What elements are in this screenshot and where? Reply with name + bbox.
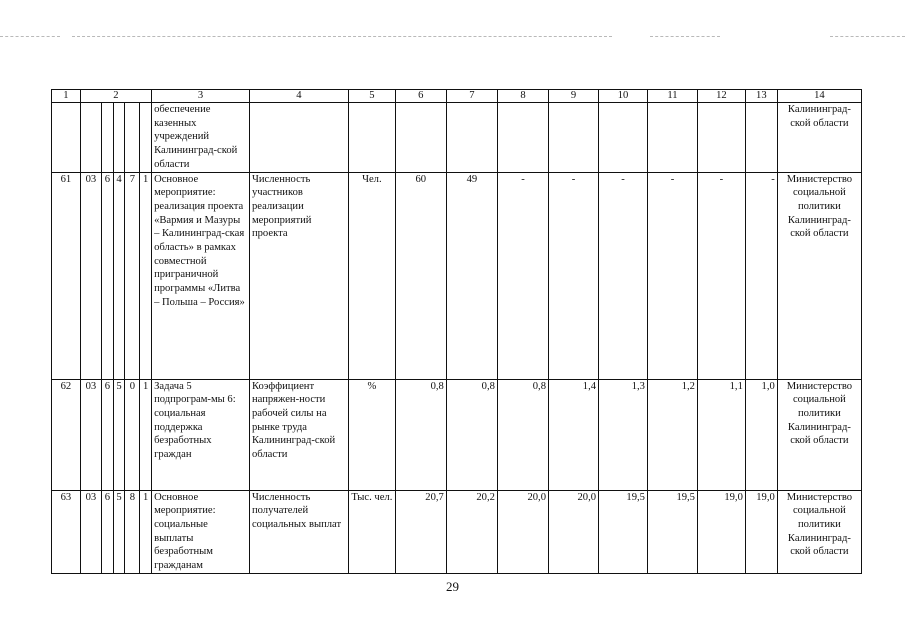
value-cell: 19,0	[745, 490, 777, 573]
executor: Министерство социальной политики Калининград-ской области	[777, 490, 861, 573]
indicator-name	[249, 103, 348, 173]
scan-artifact-line	[830, 36, 905, 37]
code-part	[125, 103, 140, 173]
row-number: 63	[52, 490, 81, 573]
value-cell: 1,1	[697, 379, 745, 490]
code-part: 1	[140, 172, 152, 379]
value-cell	[599, 103, 648, 173]
column-number: 14	[777, 90, 861, 103]
program-indicators-table	[51, 89, 862, 574]
value-cell: -	[549, 172, 599, 379]
code-part	[113, 103, 125, 173]
code-part: 03	[80, 172, 101, 379]
value-cell: 1,2	[647, 379, 697, 490]
table-row	[52, 172, 862, 379]
column-number: 10	[599, 90, 648, 103]
value-cell	[745, 103, 777, 173]
value-cell	[446, 103, 497, 173]
unit: Чел.	[348, 172, 395, 379]
table-row	[52, 490, 862, 573]
column-number: 1	[52, 90, 81, 103]
column-number: 6	[395, 90, 446, 103]
value-cell: 1,0	[745, 379, 777, 490]
table-row	[52, 103, 862, 173]
column-number: 8	[497, 90, 548, 103]
column-number: 7	[446, 90, 497, 103]
column-number: 11	[647, 90, 697, 103]
value-cell: 0,8	[446, 379, 497, 490]
code-part: 03	[80, 379, 101, 490]
column-number: 13	[745, 90, 777, 103]
column-number: 4	[249, 90, 348, 103]
code-part	[80, 103, 101, 173]
value-cell: -	[697, 172, 745, 379]
scan-artifact-line	[72, 36, 612, 37]
column-number: 2	[80, 90, 151, 103]
code-part: 6	[102, 379, 114, 490]
code-part: 1	[140, 490, 152, 573]
code-part: 6	[102, 172, 114, 379]
column-number-row	[52, 90, 862, 103]
value-cell: 60	[395, 172, 446, 379]
value-cell: 19,5	[599, 490, 648, 573]
indicator-name: Коэффициент напряжен-ности рабочей силы на рынке труда Калининград-ской области	[249, 379, 348, 490]
value-cell: -	[497, 172, 548, 379]
value-cell: 0,8	[497, 379, 548, 490]
code-part: 0	[125, 379, 140, 490]
code-part: 5	[113, 490, 125, 573]
executor: Министерство социальной политики Калининград-ской области	[777, 172, 861, 379]
executor: Министерство социальной политики Калининград-ской области	[777, 379, 861, 490]
measure-name: Основное мероприятие: реализация проекта «Вармия и Мазуры – Калининград-ская область» в рамках совместной приграничной программы «Литва – Польша – Россия»	[152, 172, 250, 379]
unit: Тыс. чел.	[348, 490, 395, 573]
measure-name: Основное мероприятие: социальные выплаты безработным гражданам	[152, 490, 250, 573]
code-part: 8	[125, 490, 140, 573]
value-cell: 1,3	[599, 379, 648, 490]
column-number: 5	[348, 90, 395, 103]
measure-name: обеспечение казенных учреждений Калининград-ской области	[152, 103, 250, 173]
value-cell	[697, 103, 745, 173]
scan-artifact-line	[0, 36, 60, 37]
row-number: 62	[52, 379, 81, 490]
column-number: 3	[152, 90, 250, 103]
code-part: 1	[140, 379, 152, 490]
value-cell: -	[599, 172, 648, 379]
value-cell: -	[647, 172, 697, 379]
value-cell: -	[745, 172, 777, 379]
row-number	[52, 103, 81, 173]
indicator-name: Численность получателей социальных выплат	[249, 490, 348, 573]
column-number: 12	[697, 90, 745, 103]
value-cell: 0,8	[395, 379, 446, 490]
code-part: 4	[113, 172, 125, 379]
code-part: 5	[113, 379, 125, 490]
value-cell	[497, 103, 548, 173]
code-part: 03	[80, 490, 101, 573]
indicator-name: Численность участников реализации мероприятий проекта	[249, 172, 348, 379]
value-cell: 19,0	[697, 490, 745, 573]
measure-name: Задача 5 подпрограм-мы 6: социальная поддержка безработных граждан	[152, 379, 250, 490]
value-cell: 20,2	[446, 490, 497, 573]
code-part	[102, 103, 114, 173]
executor: Калининград-ской области	[777, 103, 861, 173]
code-part: 7	[125, 172, 140, 379]
value-cell: 20,7	[395, 490, 446, 573]
value-cell: 20,0	[497, 490, 548, 573]
scan-artifact-line	[650, 36, 720, 37]
table-row	[52, 379, 862, 490]
row-number: 61	[52, 172, 81, 379]
value-cell: 49	[446, 172, 497, 379]
value-cell	[395, 103, 446, 173]
value-cell: 20,0	[549, 490, 599, 573]
value-cell: 19,5	[647, 490, 697, 573]
unit: %	[348, 379, 395, 490]
column-number: 9	[549, 90, 599, 103]
code-part	[140, 103, 152, 173]
code-part: 6	[102, 490, 114, 573]
unit	[348, 103, 395, 173]
page-number: 29	[446, 579, 459, 594]
value-cell: 1,4	[549, 379, 599, 490]
value-cell	[549, 103, 599, 173]
value-cell	[647, 103, 697, 173]
